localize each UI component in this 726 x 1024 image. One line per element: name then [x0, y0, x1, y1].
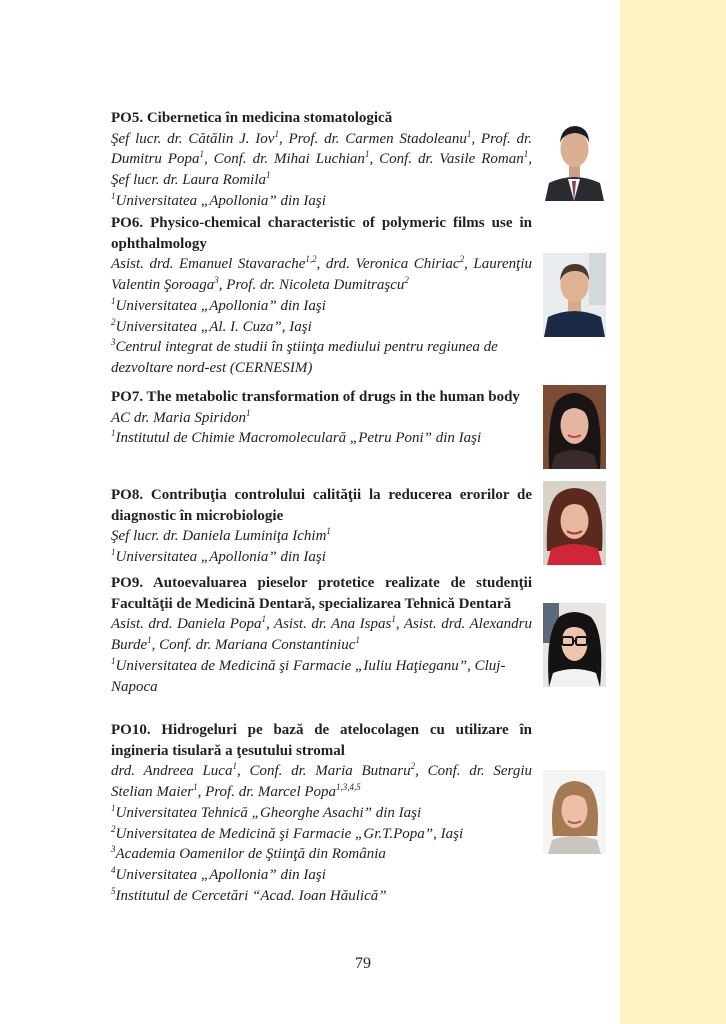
- entry-authors: [111, 526, 532, 547]
- author-name: , Şef lucr. dr. Laura Romila: [111, 151, 532, 189]
- author-affiliation-mark: 1: [364, 149, 370, 160]
- entry-title: PO8. Contribuţia controlului calităţii la reducerea erorilor de diagnostic în microbiologie: [111, 487, 532, 524]
- entry-affiliations: [111, 656, 532, 697]
- entry-title: PO9. Autoevaluarea pieselor protetice realizate de studenţii Facultăţii de Medicină Dentară, specializarea Tehnică Dentară: [111, 575, 532, 612]
- author-name: , Prof. dr. Nicoleta Dumitraşcu: [218, 277, 405, 294]
- author-name: , Asist. dr. Ana Ispas: [265, 616, 392, 633]
- author-affiliation-mark: 1: [523, 149, 529, 160]
- author-affiliation-mark: 2: [404, 275, 409, 286]
- affiliation-line: [111, 656, 532, 697]
- author-name: , Prof. dr. Dumitru Popa: [111, 130, 532, 168]
- author-name: , Conf. dr. Mariana Constantiniuc: [151, 637, 356, 654]
- author-name: Şef lucr. dr. Daniela Luminiţa Ichim: [111, 528, 327, 545]
- abstract-entry-po7: [111, 387, 532, 449]
- author-affiliation-mark: 1: [232, 761, 237, 772]
- author-affiliation-mark: 3: [214, 275, 219, 286]
- author-affiliation-mark: 1,2: [305, 254, 317, 265]
- author-name: Şef lucr. dr. Cătălin J. Iov: [111, 130, 275, 147]
- author-photo-po8: [543, 481, 606, 565]
- affiliation-text: Universitatea „Al. I. Cuza”, Iaşi: [115, 318, 312, 335]
- affiliation-line: [111, 886, 532, 907]
- affiliation-text: Universitatea „Apollonia” din Iaşi: [115, 192, 326, 209]
- affiliation-mark: 1: [111, 547, 116, 558]
- author-affiliation-mark: 1: [466, 128, 472, 139]
- author-affiliation-mark: 1: [147, 635, 152, 646]
- affiliation-mark: 2: [111, 823, 116, 834]
- affiliation-mark: 3: [111, 337, 116, 348]
- affiliation-mark: 5: [111, 885, 116, 896]
- author-affiliation-mark: 1: [199, 149, 204, 160]
- entry-affiliations: [111, 803, 532, 907]
- author-affiliation-mark: 1: [274, 128, 279, 139]
- author-photo-po7: [543, 385, 606, 469]
- author-name: , drd. Veronica Chiriac: [316, 256, 460, 273]
- affiliation-line: [111, 296, 532, 317]
- entry-title: PO6. Physico-chemical characteristic of polymeric films use in ophthalmology: [111, 215, 532, 252]
- entry-affiliations: [111, 428, 532, 449]
- author-photo-po6: [543, 253, 606, 337]
- affiliation-text: Centrul integrat de studii în ştiinţa mediului pentru regiunea de dezvoltare nord-est (CERNESIM): [111, 339, 498, 376]
- affiliation-text: Universitatea de Medicină şi Farmacie „Iuliu Haţieganu”, Cluj-Napoca: [111, 657, 506, 695]
- entry-title: PO5. Cibernetica în medicina stomatologică: [111, 110, 393, 126]
- author-affiliation-mark: 2: [459, 254, 465, 265]
- affiliation-text: Universitatea de Medicină şi Farmacie „Gr.T.Popa”, Iaşi: [115, 825, 464, 842]
- entry-title: PO10. Hidrogeluri pe bază de atelocolagen cu utilizare în ingineria tisulară a ţesutului stromal: [111, 722, 532, 759]
- author-name: drd. Andreea Luca: [111, 763, 233, 780]
- entry-title: PO7. The metabolic transformation of drugs in the human body: [111, 389, 520, 405]
- affiliation-mark: 1: [111, 190, 116, 201]
- author-name: , Prof. dr. Carmen Stadoleanu: [278, 130, 467, 147]
- author-affiliation-mark: 1,3,4,5: [336, 782, 361, 793]
- author-affiliation-mark: 1: [326, 526, 331, 537]
- author-name: , Conf. dr. Sergiu Stelian Maier: [111, 763, 532, 801]
- author-photo-po5: [543, 117, 606, 201]
- affiliation-mark: 1: [111, 802, 116, 813]
- abstract-entry-po10: [111, 720, 532, 906]
- author-name: AC dr. Maria Spiridon: [111, 409, 247, 426]
- author-name: , Conf. dr. Mihai Luchian: [203, 151, 365, 168]
- affiliation-text: Academia Oamenilor de Ştiinţă din România: [115, 846, 386, 863]
- entry-affiliations: [111, 296, 532, 379]
- affiliation-text: Universitatea „Apollonia” din Iaşi: [115, 297, 326, 314]
- author-photo-po10: [543, 770, 606, 854]
- entry-authors: [111, 408, 532, 429]
- affiliation-line: [111, 824, 532, 845]
- affiliation-line: [111, 317, 532, 338]
- affiliation-line: [111, 547, 532, 568]
- affiliation-line: [111, 865, 532, 886]
- entry-authors: [111, 129, 532, 191]
- affiliation-line: [111, 844, 532, 865]
- entry-authors: [111, 254, 532, 295]
- affiliation-mark: 1: [111, 428, 116, 439]
- affiliation-mark: 4: [111, 864, 116, 875]
- page-number: 79: [355, 955, 371, 972]
- affiliation-mark: 1: [111, 295, 116, 306]
- author-affiliation-mark: 1: [391, 614, 396, 625]
- author-name: , Laurenţiu Valentin Şoroaga: [111, 256, 532, 294]
- author-name: , Prof. dr. Marcel Popa: [197, 784, 337, 801]
- author-affiliation-mark: 1: [266, 170, 271, 181]
- author-name: Asist. drd. Daniela Popa: [111, 616, 262, 633]
- affiliation-line: [111, 428, 532, 449]
- affiliation-mark: 1: [111, 655, 116, 666]
- author-affiliation-mark: 1: [261, 614, 266, 625]
- abstract-entry-po8: [111, 485, 532, 568]
- entry-affiliations: [111, 547, 532, 568]
- page-margin-band: [620, 0, 726, 1024]
- entry-affiliations: [111, 191, 532, 212]
- abstract-entry-po6: [111, 213, 532, 379]
- author-affiliation-mark: 2: [410, 761, 416, 772]
- affiliation-text: Institutul de Chimie Macromoleculară „Petru Poni” din Iaşi: [115, 430, 482, 447]
- entry-authors: [111, 614, 532, 655]
- author-name: , Asist. drd. Alexandru Burde: [111, 616, 532, 654]
- author-affiliation-mark: 1: [355, 635, 360, 646]
- affiliation-text: Universitatea „Apollonia” din Iaşi: [115, 866, 326, 883]
- author-name: , Conf. dr. Vasile Roman: [369, 151, 524, 168]
- affiliation-line: [111, 191, 532, 212]
- author-name: Asist. drd. Emanuel Stavarache: [111, 256, 306, 273]
- affiliation-text: Universitatea Tehnică „Gheorghe Asachi” din Iaşi: [115, 804, 422, 821]
- author-name: , Conf. dr. Maria Butnaru: [236, 763, 411, 780]
- affiliation-text: Universitatea „Apollonia” din Iaşi: [115, 549, 326, 566]
- affiliation-line: [111, 803, 532, 824]
- author-photo-po9: [543, 603, 606, 687]
- entry-authors: [111, 761, 532, 802]
- abstract-entry-po5: [111, 108, 532, 212]
- affiliation-mark: 3: [111, 844, 116, 855]
- affiliation-line: [111, 337, 532, 378]
- affiliation-text: Institutul de Cercetări “Acad. Ioan Hăulică”: [115, 887, 387, 904]
- author-affiliation-mark: 1: [193, 782, 198, 793]
- abstract-entry-po9: [111, 573, 532, 697]
- affiliation-mark: 2: [111, 316, 116, 327]
- author-affiliation-mark: 1: [246, 407, 251, 418]
